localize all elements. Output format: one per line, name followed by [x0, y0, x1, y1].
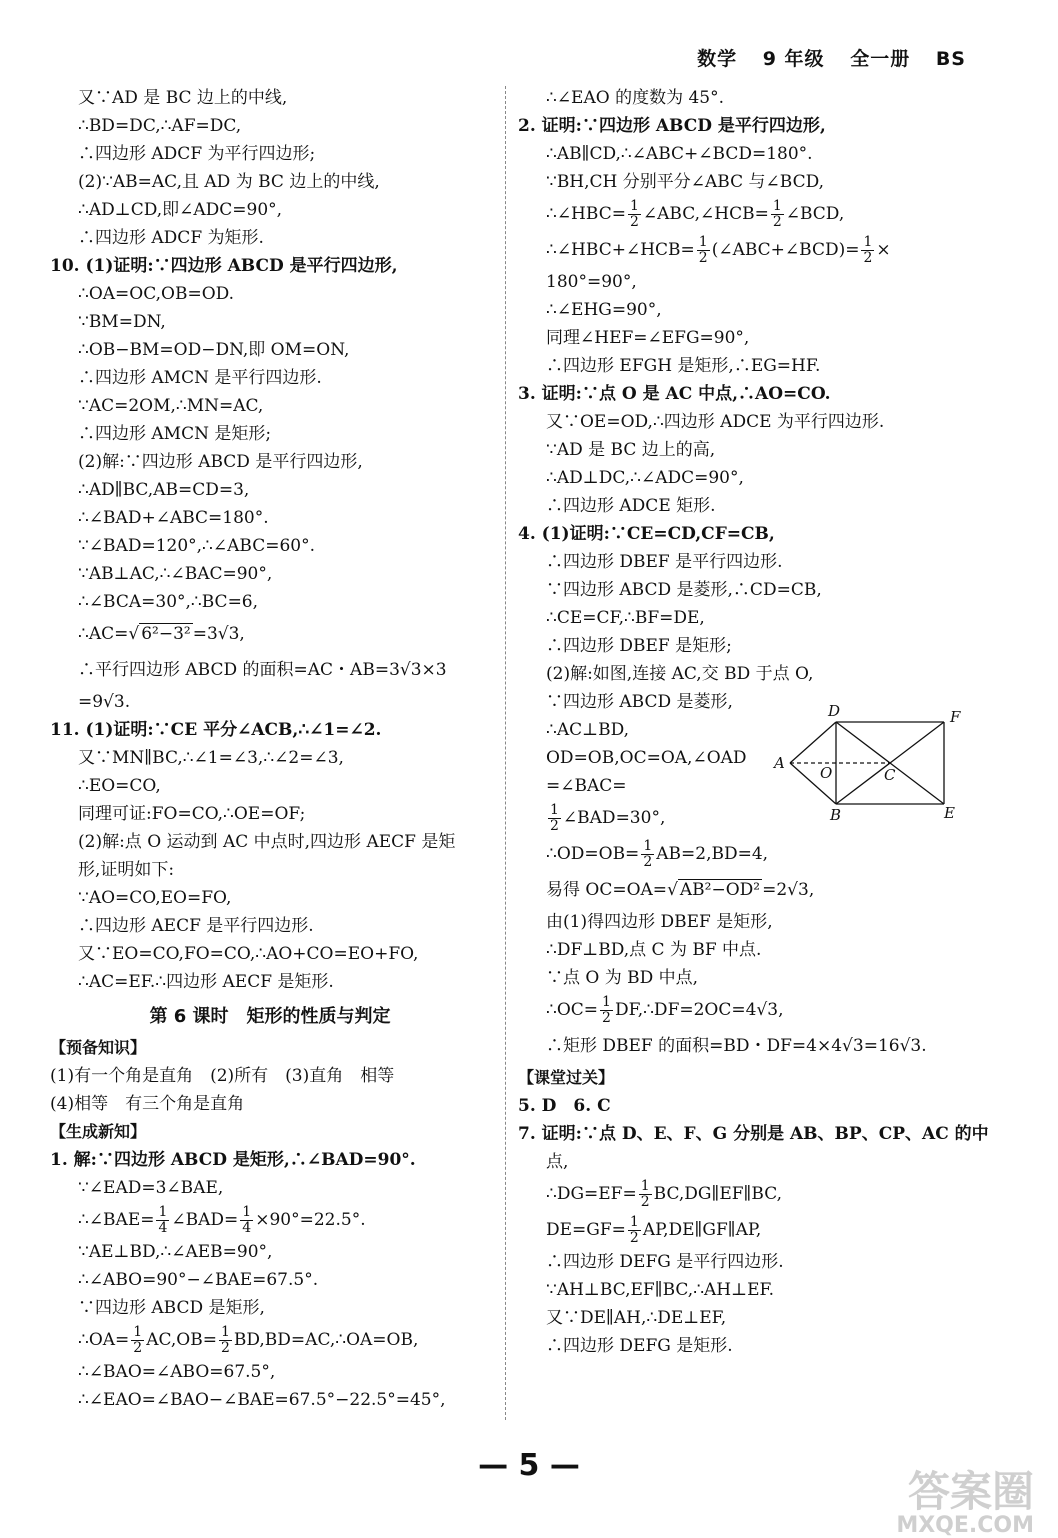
text-line: (2)解:点 O 运动到 AC 中点时,四边形 AECF 是矩 [78, 832, 456, 852]
text-line: ∴∠ABO=90°−∠BAE=67.5°. [78, 1270, 319, 1290]
header-subject: 数学 [697, 48, 738, 70]
answers-5-6: 5. D 6. C [518, 1096, 611, 1116]
text-line-fraction: $\frac{1}{2}$ ∠BAD=30°, [550, 802, 666, 834]
text-line: (2)解:如图,连接 AC,交 BD 于点 O, [546, 664, 814, 684]
text-line: ∵四边形 ABCD 是菱形,∴CD=CB, [546, 580, 822, 600]
text-line: ∴四边形 AMCN 是平行四边形. [78, 368, 322, 388]
fraction: $\frac{1}{2}$ [220, 1324, 230, 1356]
text-line: ∴∠EAO=∠BAO−∠BAE=67.5°−22.5°=45°, [78, 1390, 446, 1410]
header-volume: 全一册 [850, 48, 911, 70]
text-line: ∵AO=CO,EO=FO, [78, 888, 232, 908]
text-line: (4)相等 有三个角是直角 [50, 1094, 245, 1114]
text-line: (2)解:∵四边形 ABCD 是平行四边形, [78, 452, 363, 472]
text-line: ∴∠EAO 的度数为 45°. [546, 88, 725, 108]
text-line: 同理∠HEF=∠EFG=90°, [546, 328, 750, 348]
text-line: (1)有一个角是直角 (2)所有 (3)直角 相等 [50, 1066, 395, 1086]
text-line: ∵AD 是 BC 边上的高, [546, 440, 716, 460]
text-line: ∴四边形 EFGH 是矩形,∴EG=HF. [546, 356, 821, 376]
problem-11-start: 11. (1)证明:∵CE 平分∠ACB,∴∠1=∠2. [50, 720, 382, 740]
text-line: ∴AD∥BC,AB=CD=3, [78, 480, 250, 500]
fraction: $\frac{1}{2}$ [629, 1214, 639, 1246]
problem-7-start: 7. 证明:∵点 D、E、F、G 分别是 AB、BP、CP、AC 的中 [518, 1124, 989, 1144]
problem-10-start: 10. (1)证明:∵四边形 ABCD 是平行四边形, [50, 256, 398, 276]
text-line: ∵AE⊥BD,∴∠AEB=90°, [78, 1242, 273, 1262]
page-number: — 5 — [478, 1448, 580, 1483]
text-line: ∴四边形 DEFG 是矩形. [546, 1336, 733, 1356]
text-line: ∴四边形 ADCF 为矩形. [78, 228, 264, 248]
text-line-fraction: DE=GF= $\frac{1}{2}$ AP,DE∥GF∥AP, [546, 1214, 762, 1246]
text-line: 由(1)得四边形 DBEF 是矩形, [546, 912, 773, 932]
text-line: ∴四边形 AECF 是平行四边形. [78, 916, 314, 936]
left-column [50, 84, 490, 1414]
text-line-fraction: ∴OA= $\frac{1}{2}$ AC,OB= $\frac{1}{2}$ BD,BD=AC,∴OA=OB, [78, 1324, 419, 1356]
label-D: D [828, 702, 841, 720]
text-line: ∵BH,CH 分别平分∠ABC 与∠BCD, [546, 172, 825, 192]
text-line: OD=OB,OC=OA,∠OAD [546, 748, 747, 768]
text-line: ∴AC⊥BD, [546, 720, 630, 740]
text-line-fraction: ∴DG=EF= $\frac{1}{2}$ BC,DG∥EF∥BC, [546, 1178, 783, 1210]
label-A: A [774, 754, 785, 772]
text-line-fraction: ∴∠BAE= $\frac{1}{4}$ ∠BAD= $\frac{1}{4}$ ×90°=22.5°. [78, 1204, 366, 1236]
fraction: $\frac{1}{2}$ [698, 234, 708, 266]
problem-4-start: 4. (1)证明:∵CE=CD,CF=CB, [518, 524, 775, 544]
text-line-sqrt: 易得 OC=OA=√ AB²−OD² =2√3, [546, 880, 815, 900]
text-line: 又∵DE∥AH,∴DE⊥EF, [546, 1308, 727, 1328]
text-line: ∴∠BAD+∠ABC=180°. [78, 508, 269, 528]
text-line: ∴BD=DC,∴AF=DC, [78, 116, 242, 136]
fraction: $\frac{1}{2}$ [550, 802, 559, 834]
text-line: ∵∠BAD=120°,∴∠ABC=60°. [78, 536, 315, 556]
fraction: $\frac{1}{4}$ [242, 1204, 252, 1236]
text-line: ∴DF⊥BD,点 C 为 BF 中点. [546, 940, 762, 960]
text-line: ∵四边形 ABCD 是矩形, [78, 1298, 265, 1318]
text-line: ∴OB−BM=OD−DN,即 OM=ON, [78, 340, 350, 360]
fraction: $\frac{1}{2}$ [643, 838, 653, 870]
text-line: 又∵MN∥BC,∴∠1=∠3,∴∠2=∠3, [78, 748, 344, 768]
text-line: ∴∠EHG=90°, [546, 300, 662, 320]
text-line: ∴AB∥CD,∴∠ABC+∠BCD=180°. [546, 144, 813, 164]
text-line: =9√3. [78, 692, 131, 712]
text-line: ∴EO=CO, [78, 776, 161, 796]
header-grade: 9 年级 [762, 48, 825, 70]
text-line: ∴OA=OC,OB=OD. [78, 284, 235, 304]
text-line: ∴四边形 ADCF 为平行四边形; [78, 144, 316, 164]
text-line: 点, [546, 1152, 569, 1172]
fraction: $\frac{1}{2}$ [602, 994, 611, 1026]
fraction: $\frac{1}{2}$ [863, 234, 873, 266]
problem-3-start: 3. 证明:∵点 O 是 AC 中点,∴AO=CO. [518, 384, 831, 404]
label-O: O [820, 764, 833, 782]
text-line: (2)∵AB=AC,且 AD 为 BC 边上的中线, [78, 172, 380, 192]
problem-2-start: 2. 证明:∵四边形 ABCD 是平行四边形, [518, 116, 826, 136]
watermark-url: MXQE.COM [896, 1513, 1034, 1538]
text-line: ∴∠BCA=30°,∴BC=6, [78, 592, 259, 612]
text-line: ∴四边形 ADCE 矩形. [546, 496, 716, 516]
text-line-sqrt: ∴AC=√ 6²−3² =3√3, [78, 624, 245, 644]
page-header [679, 44, 966, 71]
label-C: C [884, 766, 896, 784]
text-line: ∵BM=DN, [78, 312, 166, 332]
text-line: 又∵AD 是 BC 边上的中线, [78, 88, 288, 108]
text-line: ∴AD⊥CD,即∠ADC=90°, [78, 200, 283, 220]
text-line: ∴CE=CF,∴BF=DE, [546, 608, 705, 628]
fraction: $\frac{1}{2}$ [640, 1178, 650, 1210]
text-line: ∴四边形 DBEF 是矩形; [546, 636, 732, 656]
text-line: ∵AC=2OM,∴MN=AC, [78, 396, 264, 416]
text-line: 同理可证:FO=CO,∴OE=OF; [78, 804, 306, 824]
section-title: 第 6 课时 矩形的性质与判定 [149, 1006, 391, 1027]
text-line: ∵四边形 ABCD 是菱形, [546, 692, 733, 712]
section-tag: 【课堂过关】 [518, 1068, 615, 1087]
fraction: $\frac{1}{2}$ [629, 198, 639, 230]
text-line: =∠BAC= [546, 776, 627, 796]
problem-1-start: 1. 解:∵四边形 ABCD 是矩形,∴∠BAD=90°. [50, 1150, 416, 1170]
text-line: ∴AD⊥DC,∴∠ADC=90°, [546, 468, 744, 488]
text-line: ∴四边形 DBEF 是平行四边形. [546, 552, 783, 572]
label-F: F [950, 708, 961, 726]
text-line: ∴矩形 DBEF 的面积=BD・DF=4×4√3=16√3. [546, 1036, 927, 1056]
text-line: ∴四边形 AMCN 是矩形; [78, 424, 272, 444]
column-divider [505, 86, 506, 1420]
text-line: 形,证明如下: [78, 860, 175, 880]
text-line-fraction: ∴∠HBC+∠HCB= $\frac{1}{2}$ (∠ABC+∠BCD)= $\frac{1}{2}$ × [546, 234, 891, 266]
text-line-fraction: ∴OC= $\frac{1}{2}$ DF,∴DF=2OC=4√3, [546, 994, 784, 1026]
text-line: 又∵EO=CO,FO=CO,∴AO+CO=EO+FO, [78, 944, 419, 964]
watermark [896, 1467, 1034, 1538]
text-line: ∴AC=EF.∴四边形 AECF 是矩形. [78, 972, 334, 992]
rhombus-rectangle-figure [772, 700, 972, 820]
text-line: ∴∠BAO=∠ABO=67.5°, [78, 1362, 276, 1382]
section-tag: 【预备知识】 [50, 1038, 147, 1057]
section-tag: 【生成新知】 [50, 1122, 147, 1141]
label-B: B [830, 806, 842, 820]
text-line: 又∵OE=OD,∴四边形 ADCE 为平行四边形. [546, 412, 885, 432]
fraction: $\frac{1}{4}$ [158, 1204, 168, 1236]
segment-AD [790, 722, 836, 763]
label-E: E [944, 804, 955, 820]
header-edition: BS [935, 48, 966, 70]
text-line: ∵AH⊥BC,EF∥BC,∴AH⊥EF. [546, 1280, 775, 1300]
text-line: ∵点 O 为 BD 中点, [546, 968, 699, 988]
text-line-fraction: ∴∠HBC= $\frac{1}{2}$ ∠ABC,∠HCB= $\frac{1}{2}$ ∠BCD, [546, 198, 845, 230]
fraction: $\frac{1}{2}$ [133, 1324, 143, 1356]
fraction: $\frac{1}{2}$ [772, 198, 782, 230]
text-line: ∵AB⊥AC,∴∠BAC=90°, [78, 564, 273, 584]
text-line: ∴四边形 DEFG 是平行四边形. [546, 1252, 784, 1272]
text-line: ∵∠EAD=3∠BAE, [78, 1178, 224, 1198]
text-line: ∴平行四边形 ABCD 的面积=AC・AB=3√3×3 [78, 660, 447, 680]
text-line-fraction: ∴OD=OB= $\frac{1}{2}$ AB=2,BD=4, [546, 838, 769, 870]
watermark-main: 答案圈 [907, 1467, 1034, 1516]
text-line: 180°=90°, [546, 272, 637, 292]
